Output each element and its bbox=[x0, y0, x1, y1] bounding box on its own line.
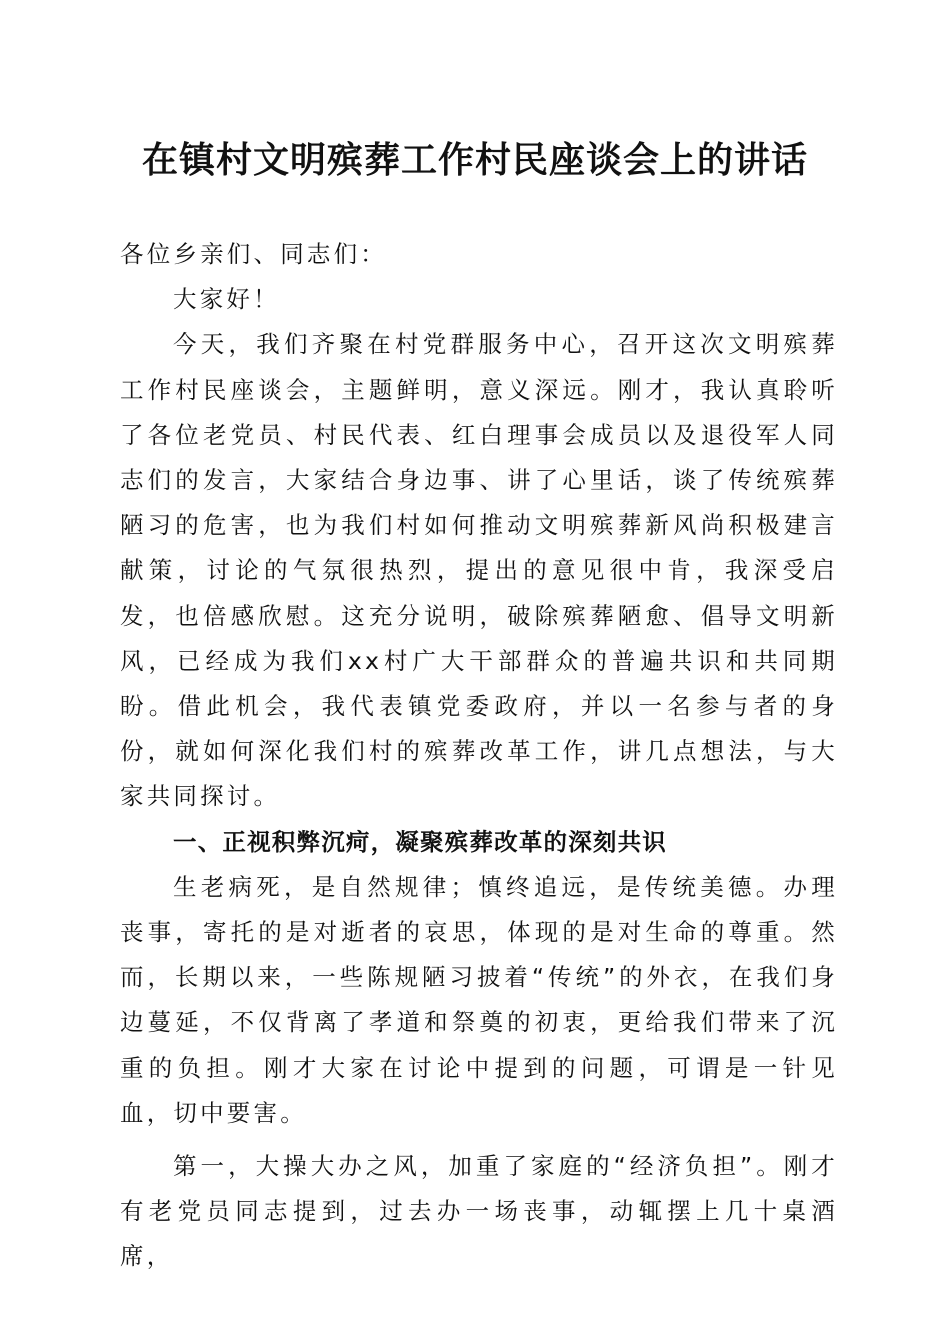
document-body bbox=[120, 232, 838, 1280]
paragraph-opening: 今天，我们齐聚在村党群服务中心，召开这次文明殡葬工作村民座谈会，主题鲜明，意义深远。刚才，我认真聆听了各位老党员、村民代表、红白理事会成员以及退役军人同志们的发言，大家结合身边事、讲了心里话，谈了传统殡葬陋习的危害，也为我们村如何推动文明殡葬新风尚积极建言献策，讨论的气氛很热烈，提出的意见很中肯，我深受启发，也倍感欣慰。这充分说明，破除殡葬陋愈、倡导文明新风，已经成为我们xx村广大干部群众的普遍共识和共同期盼。借此机会，我代表镇党委政府，并以一名参与者的身份，就如何深化我们村的殡葬改革工作，讲几点想法，与大家共同探讨。 bbox=[120, 330, 838, 811]
paragraph-point-one: 第一，大操大办之风，加重了家庭的“经济负担”。刚才有老党员同志提到，过去办一场丧事，动辄摆上几十桌酒席， bbox=[120, 1152, 838, 1271]
greeting: 大家好！ bbox=[173, 285, 280, 314]
document-title: 在镇村文明殡葬工作村民座谈会上的讲话 bbox=[141, 139, 808, 181]
salutation: 各位乡亲们、同志们： bbox=[120, 240, 387, 268]
section-heading: 一、正视积弊沉疴，凝聚殡葬改革的深刻共识 bbox=[173, 827, 667, 856]
paragraph-background: 生老病死，是自然规律；慎终追远，是传统美德。办理丧事，寄托的是对逝者的哀思，体现的是对生命的尊重。然而，长期以来，一些陈规陋习披着“传统”的外衣，在我们身边蔓延，不仅背离了孝道和祭奠的初衷，更给我们带来了沉重的负担。刚才大家在讨论中提到的问题，可谓是一针见血，切中要害。 bbox=[120, 872, 838, 1127]
